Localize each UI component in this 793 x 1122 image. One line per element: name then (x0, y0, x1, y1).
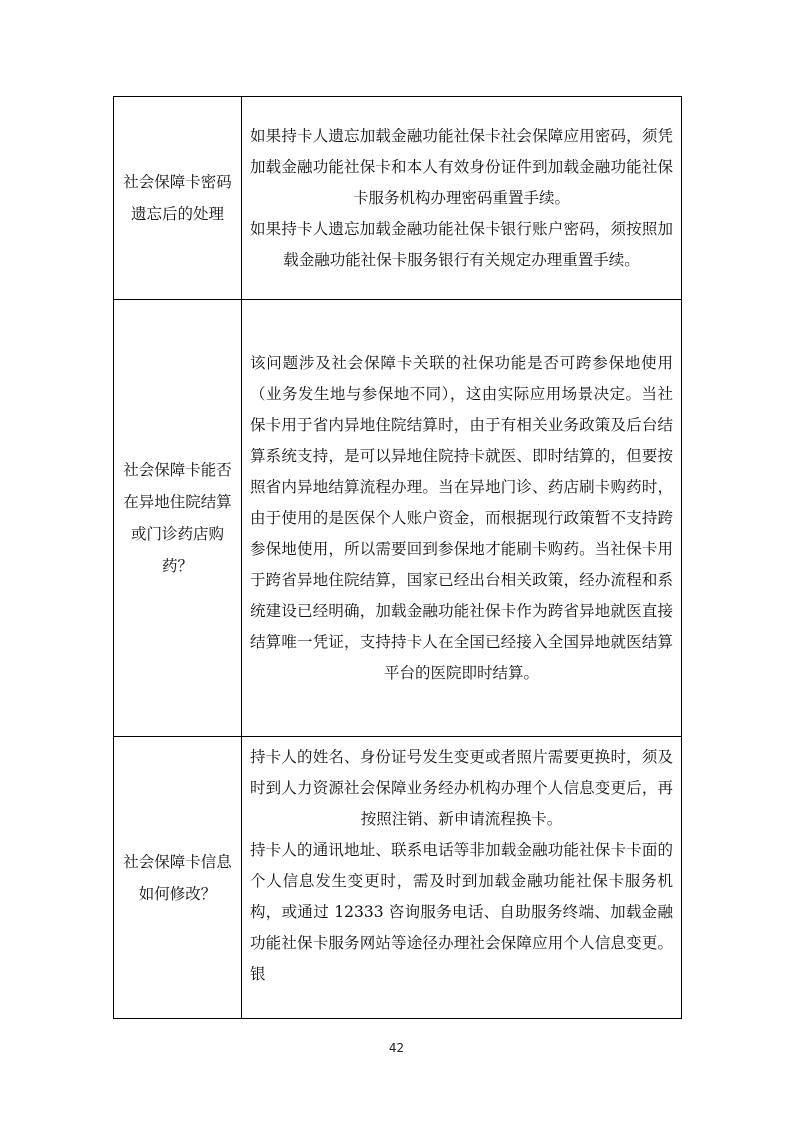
question-line: 如何修改？ (138, 884, 217, 903)
answer-paragraph: 如果持卡人遗忘加载金融功能社保卡社会保障应用密码，须凭加载金融功能社保卡和本人有效身份证件到加载金融功能社保卡服务机构办理密码重置手续。 (250, 126, 673, 207)
page-number: 42 (388, 1041, 405, 1055)
question-line: 社会保障卡能否 (123, 461, 232, 479)
question-line: 社会保障卡信息 (123, 852, 232, 871)
question-line: 社会保障卡密码 (123, 173, 232, 191)
question-line: 遗忘后的处理 (130, 205, 224, 223)
question-cell (114, 737, 242, 1019)
question-cell (114, 300, 242, 737)
answer-paragraph: 如果持卡人遗忘加载金融功能社保卡银行账户密码，须按照加载金融功能社保卡服务银行有关规定办理重置手续。 (250, 219, 673, 269)
answer-paragraph: 持卡人的通讯地址、联系电话等非加载金融功能社保卡卡面的个人信息发生变更时，需及时到加载金融功能社保卡服务机构，或通过 12333 咨询服务电话、自助服务终端、加载金融功能社保卡服务网站等途径办理社会保障应用个人信息变更。银 (250, 841, 673, 983)
faq-table (113, 96, 682, 1019)
answer-cell (242, 737, 682, 1019)
table-row (114, 300, 682, 737)
answer-paragraph: 持卡人的姓名、身份证号发生变更或者照片需要更换时，须及时到人力资源社会保障业务经办机构办理个人信息变更后，再按照注销、新申请流程换卡。 (250, 748, 673, 828)
question-line: 在异地住院结算 (123, 493, 232, 511)
question-cell (114, 97, 242, 300)
answer-cell (242, 97, 682, 300)
question-line: 药？ (161, 557, 193, 575)
answer-cell (242, 300, 682, 737)
table-row (114, 737, 682, 1019)
table-row (114, 97, 682, 300)
question-line: 或门诊药店购 (130, 525, 224, 543)
answer-paragraph: 该问题涉及社会保障卡关联的社保功能是否可跨参保地使用（业务发生地与参保地不同），这由实际应用场景决定。当社保卡用于省内异地住院结算时，由于有相关业务政策及后台结算系统支持，是可以异地住院持卡就医、即时结算的，但要按照省内异地结算流程办理。当在异地门诊、药店刷卡购药时，由于使用的是医保个人账户资金，而根据现行政策暂不支持跨参保地使用，所以需要回到参保地才能刷卡购药。当社保卡用于跨省异地住院结算，国家已经出台相关政策，经办流程和系统建设已经明确，加载金融功能社保卡作为跨省异地就医直接结算唯一凭证，支持持卡人在全国已经接入全国异地就医结算平台的医院即时结算。 (250, 353, 673, 682)
